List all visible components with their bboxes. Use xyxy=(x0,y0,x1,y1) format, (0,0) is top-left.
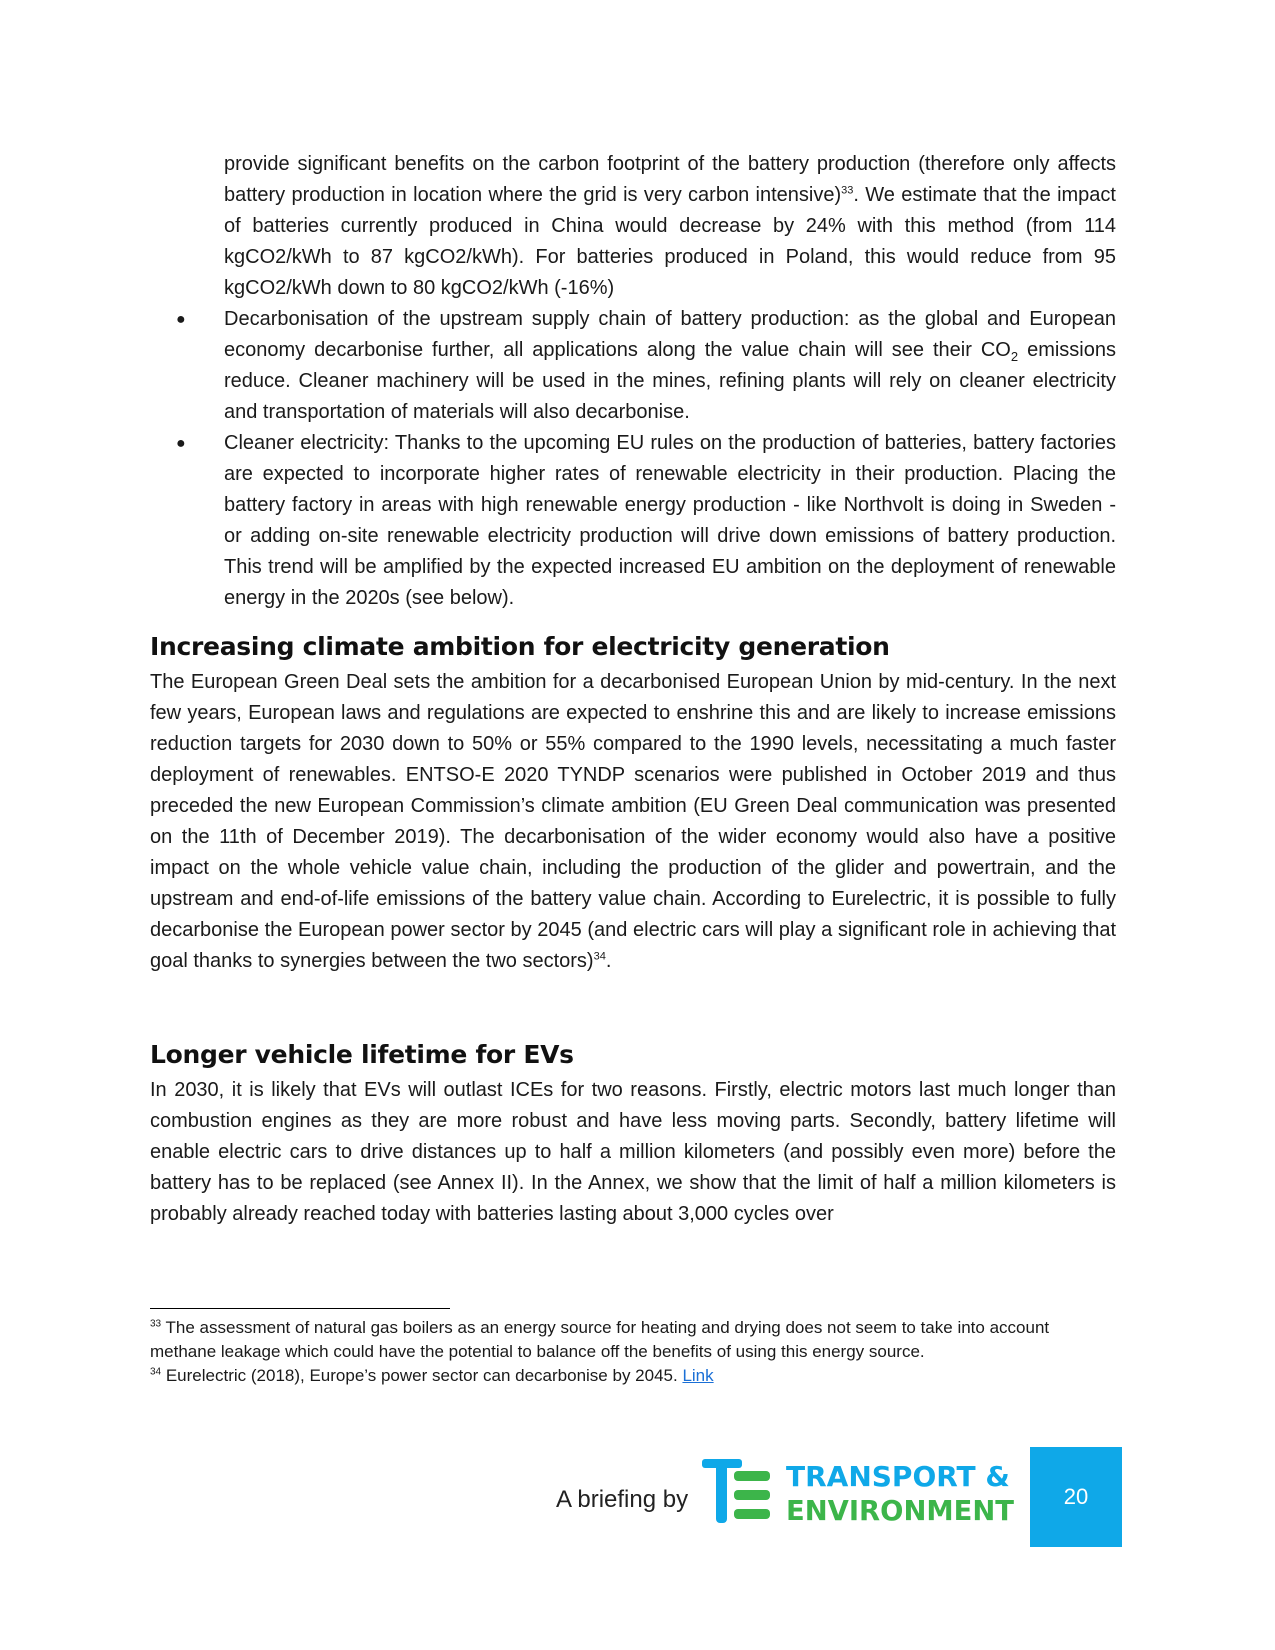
section-climate-ambition xyxy=(150,632,1116,977)
logo-line-1: TRANSPORT & xyxy=(786,1460,1010,1493)
section-body: In 2030, it is likely that EVs will outlast ICEs for two reasons. Firstly, electric motors last much longer than combustion engines as they are more robust and have less moving parts. Secondly, battery lifetime will enable electric cars to drive distances up to half a million kilometers (and possibly even more) before the battery has to be replaced (see Annex II). In the Annex, we show that the limit of half a million kilometers is probably already reached today with batteries lasting about 3,000 cycles over xyxy=(150,1079,1116,1225)
footnote-34 xyxy=(150,1364,1070,1388)
body-text: The European Green Deal sets the ambition for a decarbonised European Union by mid-century. In the next few years, European laws and regulations are expected to enshrine this and are likely to increase emissions reduction targets for 2030 down to 50% or 55% compared to the 1990 levels, necessitating a much faster deployment of renewables. ENTSO-E 2020 TYNDP scenarios were published in October 2019 and thus preceded the new European Commission’s climate ambition (EU Green Deal communication was presented on the 11th of December 2019). The decarbonisation of the wider economy would also have a positive impact on the whole vehicle value chain, including the production of the glider and powertrain, and the upstream and end-of-life emissions of the battery value chain. According to Eurelectric, it is possible to fully decarbonise the European power sector by 2045 (and electric cars will play a significant role in achieving that goal thanks to synergies between the two sectors) xyxy=(150,671,1116,972)
footnote-33 xyxy=(150,1316,1070,1364)
page-number-box xyxy=(1030,1447,1122,1547)
continuation-paragraph xyxy=(224,149,1116,304)
bullet-marker: ● xyxy=(176,435,186,452)
bullet-text: Decarbonisation of the upstream supply chain of battery production: as the global and European economy decarbonise further, all applications along the value chain will see their CO xyxy=(224,308,1116,361)
logo-line-2: ENVIRONMENT xyxy=(786,1494,1014,1527)
bullet-text: Cleaner electricity: Thanks to the upcoming EU rules on the production of batteries, battery factories are expected to incorporate higher rates of renewable electricity in their production. Placing the battery factory in areas with high renewable energy production - like Northvolt is doing in Sweden - or adding on-site renewable electricity production will drive down emissions of battery production. This trend will be amplified by the expected increased EU ambition on the deployment of renewable energy in the 2020s (see below). xyxy=(224,432,1116,609)
footnote-ref-33[interactable]: 33 xyxy=(841,184,854,197)
footnote-link[interactable]: Link xyxy=(682,1366,714,1385)
continuation-text-end: . We estimate that the impact of batteries currently produced in China would decrease by 24% with this method (from 114 kgCO2/kWh to 87 kgCO2/kWh). For batteries produced in Poland, this would reduce from 95 kgCO2/kWh down to 80 kgCO2/kWh (-16%) xyxy=(224,184,1116,299)
transport-environment-logo xyxy=(702,1457,1017,1527)
section-heading: Longer vehicle lifetime for EVs xyxy=(150,1040,574,1069)
footnote-number: 33 xyxy=(150,1318,162,1330)
footnote-number: 34 xyxy=(150,1366,162,1378)
footnote-text: Eurelectric (2018), Europe’s power sector can decarbonise by 2045. xyxy=(161,1366,683,1385)
continuation-text: provide significant benefits on the carbon footprint of the battery production (therefore only affects battery production in location where the grid is very carbon intensive) xyxy=(224,153,1116,206)
bullet-item-electricity xyxy=(172,428,1116,614)
page-number: 20 xyxy=(1063,1484,1089,1509)
bullet-list xyxy=(172,304,1116,614)
subscript: 2 xyxy=(1010,349,1019,364)
section-body xyxy=(150,667,1116,977)
section-vehicle-lifetime xyxy=(150,1040,1116,1230)
bullet-item-upstream xyxy=(172,304,1116,428)
footnote-text: The assessment of natural gas boilers as an energy source for heating and drying does not seem to take into account methane leakage which could have the potential to balance off the benefits of using this energy source. xyxy=(150,1318,1050,1361)
body-text-end: . xyxy=(605,950,612,972)
footnotes xyxy=(150,1316,1070,1388)
section-heading: Increasing climate ambition for electricity generation xyxy=(150,632,890,661)
footnote-divider xyxy=(150,1308,450,1309)
bullet-marker: ● xyxy=(176,311,186,328)
bullet-text-end: emissions reduce. Cleaner machinery will be used in the mines, refining plants will rely on cleaner electricity and transportation of materials will also decarbonise. xyxy=(224,339,1116,423)
footer-label: A briefing by xyxy=(556,1486,689,1513)
footnote-ref-34[interactable]: 34 xyxy=(593,950,606,963)
